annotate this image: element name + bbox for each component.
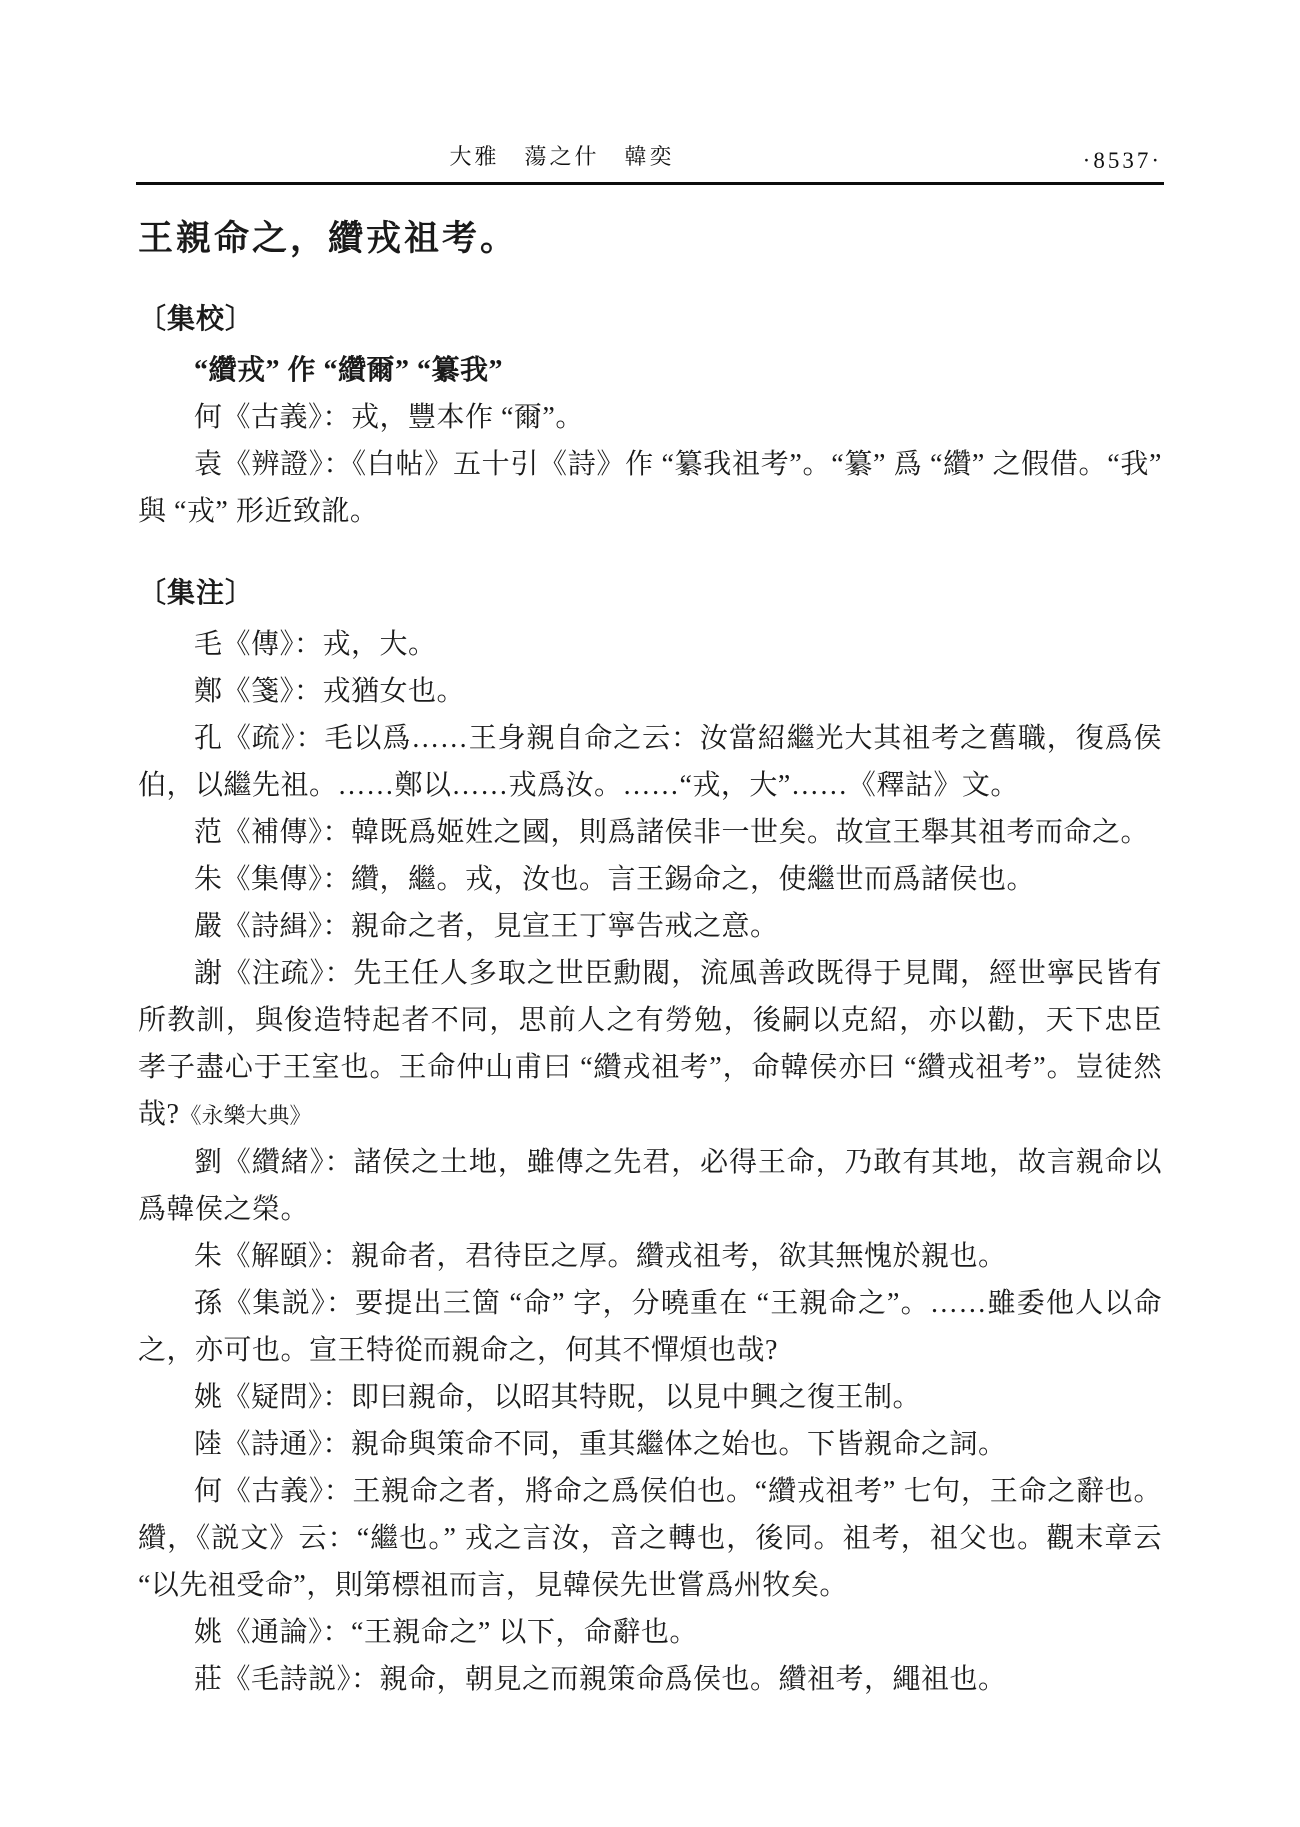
section-heading-annotations: 〔集注〕 [138,578,255,609]
annotation-entry-yao-yiwen: 姚《疑問》：即曰親命，以昭其特貺，以見中興之復王制。 [194,1382,922,1413]
page-content [138,211,1162,1703]
running-title: 大雅 蕩之什 韓奕 [449,144,675,169]
annotation-entry-mao-zhuan: 毛《傳》：戎，大。 [194,629,437,660]
page-header [138,0,1162,182]
collation-variant-line: “纘戎” 作 “纘爾” “纂我” [194,355,504,386]
annotation-entry-zheng-jian: 鄭《箋》：戎猶女也。 [194,676,466,707]
annotation-entry-yao-tonglun: 姚《通論》：“王親命之” 以下，命辭也。 [194,1617,698,1648]
annotation-entry-he-guyi: 何《古義》：王親命之者，將命之爲侯伯也。“纘戎祖考” 七句，王命之辭也。纘，《説文》云：“繼也。” 戎之言汝，音之轉也，後同。祖考，祖父也。觀末章云 “以先祖受命”，則第標祖而言，見韓侯先世嘗爲州牧矣。 [138,1476,1162,1601]
collation-entry-yuan-bianzheng: 袁《辨證》：《白帖》五十引《詩》作 “纂我祖考”。“纂” 爲 “纘” 之假借。“我” 與 “戎” 形近致訛。 [138,449,1162,527]
annotation-text: 謝《注疏》：先王任人多取之世臣勳閥，流風善政既得于見聞，經世寧民皆有所教訓，與俊造特起者不同，思前人之有勞勉，後嗣以克紹，亦以勸，天下忠臣孝子盡心于王室也。王命仲山甫曰 “纘戎祖考”，命韓侯亦曰 “纘戎祖考”。豈徒然哉? [138,958,1162,1130]
annotation-entry-yan-shiji: 嚴《詩緝》：親命之者，見宣王丁寧告戒之意。 [194,911,779,942]
collation-section-body [138,347,1162,535]
annotation-entry-zhu-jieyi: 朱《解頤》：親命者，君待臣之厚。纘戎祖考，欲其無愧於親也。 [194,1241,1007,1272]
annotation-entry-zhuang-maoshishuo: 莊《毛詩説》：親命，朝見之而親策命爲侯也。纘祖考，繩祖也。 [194,1664,1007,1695]
annotation-entry-sun-jishuo: 孫《集説》：要提出三箇 “命” 字，分曉重在 “王親命之”。……雖委他人以命之，亦可也。宣王特從而親命之，何其不憚煩也哉? [138,1288,1162,1366]
annotation-entry-fan-buzhuan: 范《補傳》：韓既爲姬姓之國，則爲諸侯非一世矣。故宣王舉其祖考而命之。 [194,817,1150,848]
annotation-entry-lu-shitong: 陸《詩通》：親命與策命不同，重其繼体之始也。下皆親命之詞。 [194,1429,1007,1460]
section-heading-collation: 〔集校〕 [138,304,255,335]
annotation-entry-xie-zhushu [138,950,1162,1139]
source-note-yongle-dadian: 《永樂大典》 [179,1103,312,1128]
verse-title: 王親命之，纘戎祖考。 [138,219,519,258]
collation-entry-he-guyi: 何《古義》：戎，豐本作 “爾”。 [194,402,584,433]
annotation-entry-zhu-jizhuan: 朱《集傳》：纘，繼。戎，汝也。言王錫命之，使繼世而爲諸侯也。 [194,864,1036,895]
annotation-entry-liu-zuanxu: 劉《纘緒》：諸侯之土地，雖傳之先君，必得王命，乃敢有其地，故言親命以爲韓侯之榮。 [138,1147,1162,1225]
annotation-section-body [138,621,1162,1703]
page-number: ·8537· [1082,148,1162,173]
annotation-entry-kong-shu: 孔《疏》：毛以爲……王身親自命之云：汝當紹繼光大其祖考之舊職，復爲侯伯，以繼先祖。……鄭以……戎爲汝。……“戎，大”……《釋詁》文。 [138,723,1162,801]
header-divider [136,182,1164,185]
